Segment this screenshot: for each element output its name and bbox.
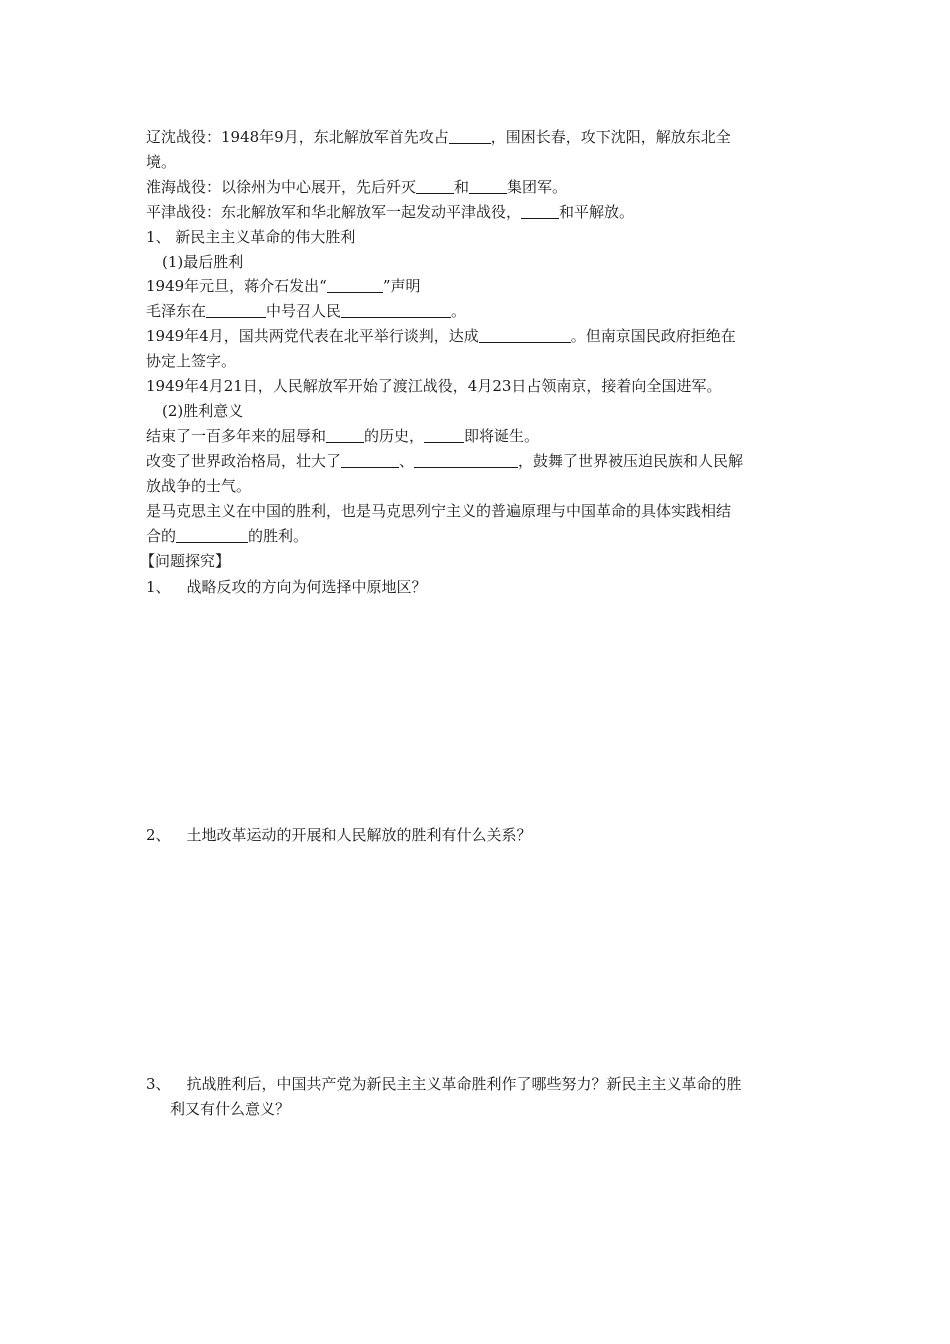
significance-line-3-cont: 合的 的胜利。 xyxy=(146,527,309,545)
pingjin-line: 平津战役：东北解放军和华北解放军一起发动平津战役， 和平解放。 xyxy=(146,203,635,221)
fill-blank[interactable] xyxy=(176,528,248,543)
significance-line-3: 是马克思主义在中国的胜利，也是马克思列宁主义的普遍原理与中国革命的具体实践相结 xyxy=(146,502,732,520)
fill-blank[interactable] xyxy=(479,328,571,343)
question-3: 3、 抗战胜利后，中国共产党为新民主主义革命胜利作了哪些努力？新民主主义革命的胜 xyxy=(146,1075,742,1093)
fill-blank[interactable] xyxy=(449,129,491,144)
liaoshen-line-cont: 境。 xyxy=(146,153,177,171)
question-1: 1、 战略反攻的方向为何选择中原地区？ xyxy=(146,578,427,596)
fill-blank[interactable] xyxy=(341,303,451,318)
fill-blank[interactable] xyxy=(327,278,383,293)
question-2: 2、 土地改革运动的开展和人民解放的胜利有什么关系？ xyxy=(146,826,532,844)
significance-line-2-cont: 放战争的士气。 xyxy=(146,477,252,495)
negotiation-line-cont: 协定上签字。 xyxy=(146,352,237,370)
fill-blank[interactable] xyxy=(341,453,399,468)
new-year-line: 1949年元旦，蒋介石发出“ ”声明 xyxy=(146,277,421,295)
subheading-final-victory: (1)最后胜利 xyxy=(162,253,244,271)
subheading-significance: (2)胜利意义 xyxy=(162,402,244,420)
section-heading-victory: 1、 新民主主义革命的伟大胜利 xyxy=(146,228,356,246)
mao-line: 毛泽东在 中号召人民 。 xyxy=(146,302,467,320)
fill-blank[interactable] xyxy=(206,303,266,318)
fill-blank[interactable] xyxy=(326,428,364,443)
fill-blank[interactable] xyxy=(424,428,464,443)
section-heading-inquiry: 【问题探究】 xyxy=(140,552,231,570)
significance-line-1: 结束了一百多年来的屈辱和 的历史， 即将诞生。 xyxy=(146,427,540,445)
question-3-cont: 利又有什么意义？ xyxy=(170,1100,291,1118)
negotiation-line: 1949年4月，国共两党代表在北平举行谈判，达成 。但南京国民政府拒绝在 xyxy=(146,327,736,345)
significance-line-2: 改变了世界政治格局，壮大了 、 ，鼓舞了世界被压迫民族和人民解 xyxy=(146,452,744,470)
huaihai-line: 淮海战役：以徐州为中心展开，先后歼灭 和 集团军。 xyxy=(146,178,568,196)
fill-blank[interactable] xyxy=(416,179,454,194)
fill-blank[interactable] xyxy=(414,453,518,468)
fill-blank[interactable] xyxy=(521,204,559,219)
fill-blank[interactable] xyxy=(469,179,507,194)
liaoshen-line: 辽沈战役：1948年9月，东北解放军首先攻占 ，围困长春，攻下沈阳，解放东北全 xyxy=(146,128,731,146)
crossing-river-line: 1949年4月21日，人民解放军开始了渡江战役，4月23日占领南京，接着向全国进军。 xyxy=(146,377,722,395)
